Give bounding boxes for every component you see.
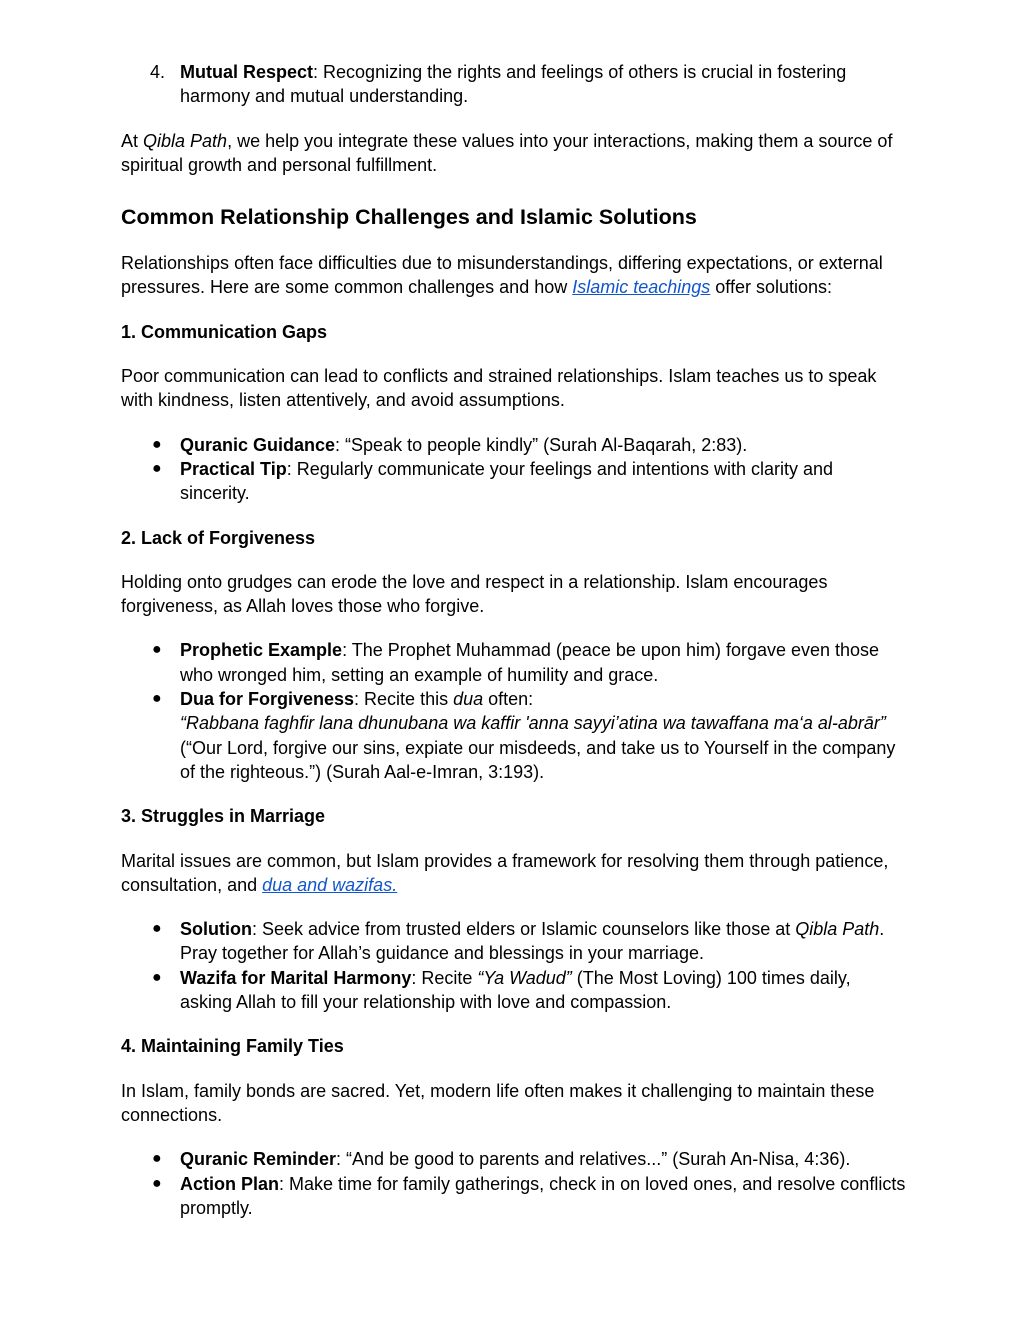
subheading-maintaining-family-ties: 4. Maintaining Family Ties (121, 1036, 344, 1057)
bullet-list-forgiveness (121, 638, 906, 784)
bullet-text: : “And be good to parents and relatives...” (Surah An-Nisa, 4:36). (336, 1149, 851, 1170)
paragraph-text: Marital issues are common, but Islam provides a framework for resolving them through patience, consultation, and (121, 850, 889, 895)
item-title: Mutual Respect (180, 62, 314, 82)
intro-text-post: , we help you integrate these values into your interactions, making them a source of spiritual growth and personal fulfillment. (121, 130, 893, 175)
bullet-list-communication (121, 433, 906, 506)
paragraph-lack-of-forgiveness: Holding onto grudges can erode the love and respect in a relationship. Islam encourages forgiveness, as Allah loves those who forgive. (121, 571, 828, 617)
bullet-item (121, 1147, 906, 1171)
brand-name: Qibla Path (143, 130, 228, 151)
dua-translation: (“Our Lord, forgive our sins, expiate our misdeeds, and take us to Yourself in the company of the righteous.”) (Surah Aal-e-Imran, 3:193). (180, 737, 896, 782)
bullet-text: : “Speak to people kindly” (Surah Al-Baqarah, 2:83). (335, 434, 748, 455)
paragraph-maintaining-family-ties: In Islam, family bonds are sacred. Yet, modern life often makes it challenging to maintain these connections. (121, 1080, 875, 1125)
dua-and-wazifas-link[interactable]: dua and wazifas. (262, 874, 398, 895)
bullet-icon: ● (152, 641, 162, 659)
brand-name: Qibla Path (795, 919, 880, 940)
subheading-lack-of-forgiveness: 2. Lack of Forgiveness (121, 527, 316, 548)
paragraph-communication-gaps: Poor communication can lead to conflicts and strained relationships. Islam teaches us to speak with kindness, listen attentively, and avoid assumptions. (121, 366, 877, 411)
bullet-text-post: (The Most Loving) 100 times daily, asking Allah to fill your relationship with love and compassion. (180, 967, 851, 1013)
islamic-teachings-link[interactable]: Islamic teachings (572, 277, 711, 298)
bullet-text: : Make time for family gatherings, check in on loved ones, and resolve conflicts promptly. (180, 1173, 906, 1218)
bullet-item (121, 917, 906, 966)
bullet-item (121, 1172, 906, 1221)
intro-text-pre: At (121, 130, 144, 151)
numbered-item-mutual-respect (121, 60, 906, 109)
bullet-title: Quranic Reminder (180, 1149, 337, 1170)
bullet-title: Dua for Forgiveness (180, 689, 355, 710)
section-intro-pre: Relationships often face difficulties due to misunderstandings, differing expectations, or external pressures. Here are some common challenges and how (121, 253, 883, 298)
bullet-text-post: often: (483, 689, 534, 710)
bullet-text: : Seek advice from trusted elders or Islamic counselors like those at (251, 919, 796, 940)
bullet-icon: ● (152, 435, 162, 453)
bullet-item (121, 433, 906, 457)
section-intro-paragraph (121, 251, 906, 300)
paragraph-struggles-in-marriage (121, 849, 906, 898)
wazifa-phrase: “Ya Wadud” (477, 967, 572, 988)
bullet-item (121, 457, 906, 506)
bullet-list-marriage (121, 917, 906, 1014)
bullet-title: Prophetic Example (180, 640, 343, 661)
bullet-item (121, 638, 906, 687)
bullet-text: : Recite this (354, 689, 454, 710)
bullet-icon: ● (152, 968, 162, 986)
bullet-icon: ● (152, 920, 162, 938)
bullet-title: Wazifa for Marital Harmony (180, 967, 412, 988)
section-heading: Common Relationship Challenges and Islamic Solutions (121, 205, 697, 230)
subheading-communication-gaps: 1. Communication Gaps (121, 321, 328, 342)
bullet-item (121, 966, 906, 1015)
bullet-list-family (121, 1147, 906, 1220)
bullet-text: : Recite (411, 967, 478, 988)
bullet-icon: ● (152, 690, 162, 708)
bullet-icon: ● (152, 1174, 162, 1192)
arabic-transliteration: “Rabbana faghfir lana dhunubana wa kaffir 'anna sayyi’atina wa tawaffana ma‘a al-abrār” (180, 713, 886, 734)
list-number: 4. (150, 62, 166, 82)
dua-word: dua (453, 689, 484, 710)
item-text: : Recognizing the rights and feelings of others is crucial in fostering harmony and mutual understanding. (180, 62, 847, 107)
bullet-item (121, 687, 906, 784)
subheading-struggles-in-marriage: 3. Struggles in Marriage (121, 806, 326, 827)
bullet-title: Action Plan (180, 1173, 280, 1194)
bullet-title: Quranic Guidance (180, 434, 336, 455)
bullet-icon: ● (152, 459, 162, 477)
bullet-icon: ● (152, 1150, 162, 1168)
bullet-title: Practical Tip (180, 458, 287, 479)
intro-paragraph (121, 129, 906, 178)
bullet-text: : Regularly communicate your feelings and intentions with clarity and sincerity. (180, 458, 833, 504)
bullet-text: : The Prophet Muhammad (peace be upon him) forgave even those who wronged him, setting an example of humility and grace. (180, 640, 880, 685)
bullet-text-post: . Pray together for Allah’s guidance and blessings in your marriage. (180, 919, 885, 964)
section-intro-post: offer solutions: (710, 277, 833, 298)
bullet-title: Solution (180, 919, 252, 940)
